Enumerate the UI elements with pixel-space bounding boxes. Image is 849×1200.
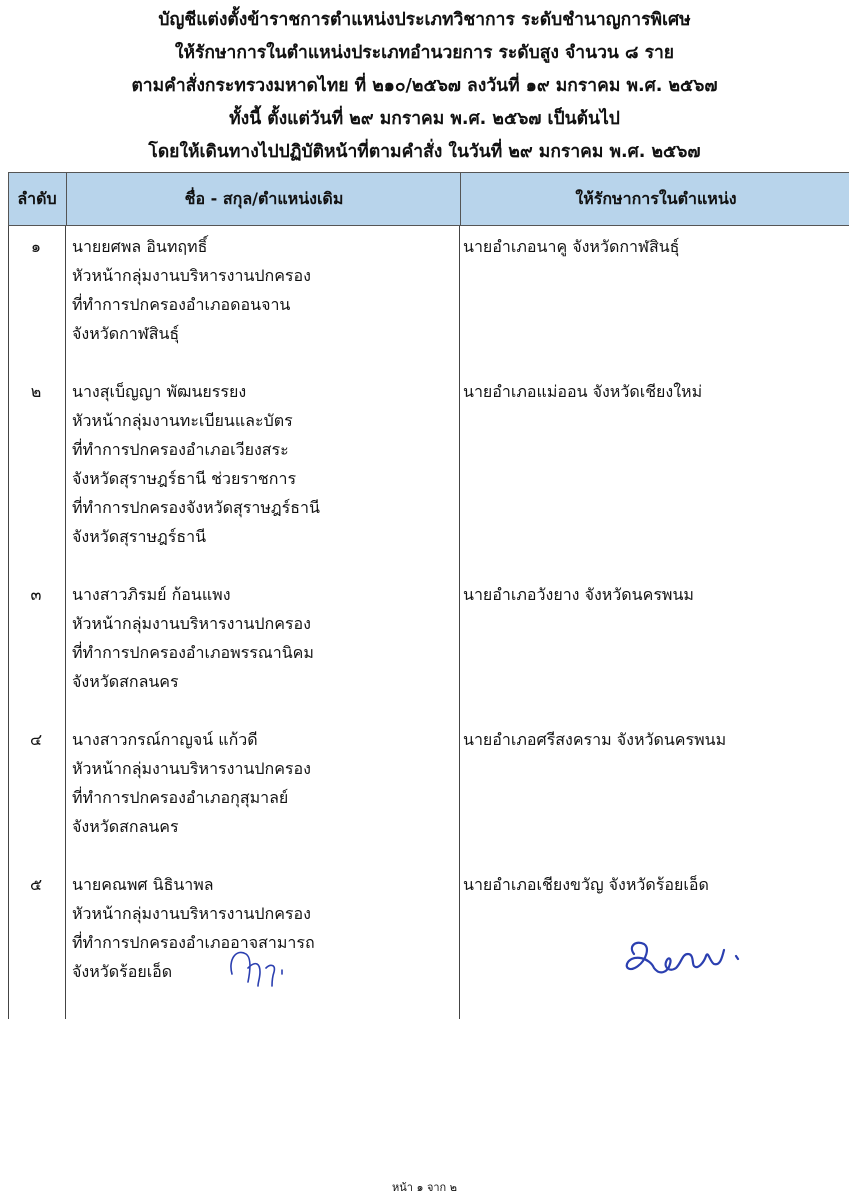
appointment-table xyxy=(8,172,849,981)
name-and-former-position xyxy=(72,232,457,348)
former-position-line: หัวหน้ากลุ่มงานบริหารงานปกครอง xyxy=(72,614,311,633)
person-name: นายคณพศ นิธินาพล xyxy=(72,875,214,894)
former-position-line: จังหวัดสุราษฎร์ธานี ช่วยราชการ xyxy=(72,469,297,488)
acting-position: นายอำเภอศรีสงคราม จังหวัดนครพนม xyxy=(463,730,727,749)
column-header-no: ลำดับ xyxy=(17,189,57,208)
row-number: ๓ xyxy=(30,585,42,604)
former-position-line: ที่ทำการปกครองอำเภออาจสามารถ xyxy=(72,933,315,952)
person-name: นางสุเบ็ญญา พัฒนยรรยง xyxy=(72,382,247,401)
header-line-5: โดยให้เดินทางไปปฏิบัติหน้าที่ตามคำสั่ง ในวันที่ ๒๙ มกราคม พ.ศ. ๒๕๖๗ xyxy=(148,142,701,162)
person-name: นายยศพล อินทฤทธิ์ xyxy=(72,237,208,256)
header-line-2: ให้รักษาการในตำแหน่งประเภทอำนวยการ ระดับสูง จำนวน ๘ ราย xyxy=(174,43,675,63)
signature xyxy=(616,932,756,988)
row-number: ๒ xyxy=(30,382,42,401)
former-position-line: ที่ทำการปกครองอำเภอดอนจาน xyxy=(72,295,291,314)
former-position-line: จังหวัดกาฬสินธุ์ xyxy=(72,324,180,343)
column-header-position: ให้รักษาการในตำแหน่ง xyxy=(460,173,849,225)
row-number: ๑ xyxy=(30,237,42,256)
former-position-line: ที่ทำการปกครองอำเภอพรรณานิคม xyxy=(72,643,314,662)
name-and-former-position xyxy=(72,580,457,696)
page-number: หน้า ๑ จาก ๒ xyxy=(392,1181,457,1194)
column-header-name: ชื่อ - สกุล/ตำแหน่งเดิม xyxy=(66,173,461,225)
former-position-line: หัวหน้ากลุ่มงานบริหารงานปกครอง xyxy=(72,266,311,285)
header-line-3: ตามคำสั่งกระทรวงมหาดไทย ที่ ๒๑๐/๒๕๖๗ ลงวันที่ ๑๙ มกราคม พ.ศ. ๒๕๖๗ xyxy=(131,76,718,96)
former-position-line: หัวหน้ากลุ่มงานบริหารงานปกครอง xyxy=(72,904,311,923)
acting-position: นายอำเภอวังยาง จังหวัดนครพนม xyxy=(463,585,694,604)
acting-position: นายอำเภอนาคู จังหวัดกาฬสินธุ์ xyxy=(463,237,680,256)
former-position-line: ที่ทำการปกครองอำเภอเวียงสระ xyxy=(72,440,289,459)
name-and-former-position xyxy=(72,725,457,841)
name-and-former-position xyxy=(72,377,457,551)
header-line-4: ทั้งนี้ ตั้งแต่วันที่ ๒๙ มกราคม พ.ศ. ๒๕๖๗ เป็นต้นไป xyxy=(229,109,620,129)
former-position-line: ที่ทำการปกครองจังหวัดสุราษฎร์ธานี xyxy=(72,498,320,517)
initials-signature xyxy=(226,942,296,990)
person-name: นางสาวกรณ์กาญจน์ แก้วดี xyxy=(72,730,258,749)
table-left-border xyxy=(8,226,9,1019)
column-divider xyxy=(459,226,460,1019)
person-name: นางสาวภิรมย์ ก้อนแพง xyxy=(72,585,231,604)
former-position-line: จังหวัดร้อยเอ็ด xyxy=(72,962,173,981)
former-position-line: หัวหน้ากลุ่มงานบริหารงานปกครอง xyxy=(72,759,311,778)
column-divider xyxy=(65,226,66,1019)
former-position-line: จังหวัดสุราษฎร์ธานี xyxy=(72,527,207,546)
former-position-line: จังหวัดสกลนคร xyxy=(72,672,179,691)
former-position-line: หัวหน้ากลุ่มงานทะเบียนและบัตร xyxy=(72,411,293,430)
acting-position: นายอำเภอแม่ออน จังหวัดเชียงใหม่ xyxy=(463,382,703,401)
table-header xyxy=(8,172,849,226)
former-position-line: จังหวัดสกลนคร xyxy=(72,817,179,836)
document-header xyxy=(0,4,849,169)
acting-position: นายอำเภอเชียงขวัญ จังหวัดร้อยเอ็ด xyxy=(463,875,709,894)
row-number: ๔ xyxy=(29,730,43,749)
header-line-1: บัญชีแต่งตั้งข้าราชการตำแหน่งประเภทวิชาการ ระดับชำนาญการพิเศษ xyxy=(158,10,691,30)
row-number: ๕ xyxy=(29,875,43,894)
former-position-line: ที่ทำการปกครองอำเภอกุสุมาลย์ xyxy=(72,788,289,807)
